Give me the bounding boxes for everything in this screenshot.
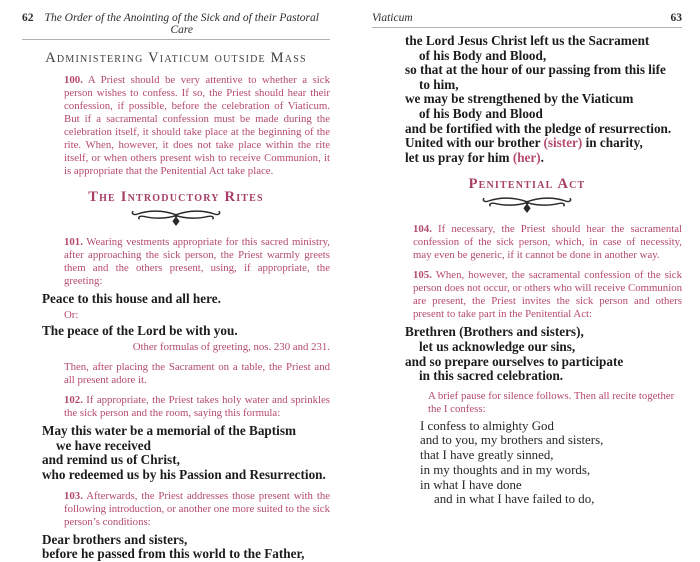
address-line: Dear brothers and sisters, [42,531,188,547]
heading-introductory-rites: The Introductory Rites [88,189,264,205]
right-page-number: 63 [670,12,682,24]
paragraph-number: 103. [64,489,83,502]
brethren-line: Brethren (Brothers and sisters), [405,324,584,340]
rubric-text: Afterwards, the Priest addresses those present with the following introduction, or another one more suited to the sick person’s conditions: [64,489,331,528]
rubric-paragraph-105 [413,269,682,321]
left-running-head [22,12,330,40]
alternative-text: (her) [512,149,541,165]
rubric-paragraph-103 [64,490,330,529]
paragraph-number: 102. [64,394,83,407]
greeting-line-2: The peace of the Lord be with you. [42,322,238,338]
paragraph-number: 101. [64,236,83,248]
alternative-text: (sister) [543,135,583,151]
paragraph-number: 105. [413,269,432,282]
address-line: before he passed from this world to the Father, [42,546,305,562]
brethren-line: and so prepare ourselves to participate [405,353,624,369]
prayer-line: so that at the hour of our passing from this life [405,62,666,78]
viaticum-prayer-block [372,34,682,165]
prayer-line: the Lord Jesus Christ left us the Sacrament [405,33,650,48]
left-page [22,12,330,562]
confiteor-line: that I have greatly sinned, [420,448,554,463]
left-running-title: The Order of the Anointing of the Sick and of their Pastoral Care [44,12,319,36]
greeting-line-1: Peace to this house and all here. [42,291,221,306]
left-page-number: 62 [22,12,34,24]
right-page [372,12,682,507]
paragraph-number: 100. [64,74,83,86]
confiteor-line: and in what I have failed to do, [434,492,595,507]
heading-penitential-act: Penitential Act [468,176,586,193]
rubric-paragraph-100 [64,74,330,178]
flourish-ornament [22,207,330,229]
prayer-line: to him, [419,76,459,92]
confiteor-line: I confess to almighty God [420,418,554,433]
right-running-title: Viaticum [372,12,413,24]
brethren-block [372,325,682,383]
rubric-text: If necessary, the Priest should hear the sacramental confession of the sick person, which, in case of necessity, may even be generic, if it cannot be done in another way. [413,223,683,262]
rubric-place-sacrament: Then, after placing the Sacrament on a table, the Priest and all present adore it. [64,361,330,387]
rubric-text: A Priest should be very attentive to whether a sick person wishes to confess. If so, the Priest should hear their confession, if possible, before the celebration of Viaticum. But if a sacramental confession must be made during the celebration itself, it should take place at the beginning of the rite. When, however, it does not take place within the rite itself, or when others present wish to receive Communion, it is appropriate that the Penitential Act take place. [64,74,330,177]
brethren-line: let us acknowledge our sins, [419,338,576,354]
confiteor-block [372,419,682,507]
prayer-line-pray: let us pray for him (her). [405,149,544,165]
right-running-head [372,12,682,28]
water-formula-block [22,424,330,482]
address-block [22,533,330,562]
confiteor-line: in what I have done [420,477,522,492]
prayer-line-united: United with our brother (sister) in charity, [405,135,643,151]
brethren-line: in this sacred celebration. [419,368,564,384]
flourish-ornament [372,194,682,216]
rubric-text: If appropriate, the Priest takes holy water and sprinkles the sick person and the room, saying this formula: [64,394,331,420]
prayer-line: and be fortified with the pledge of resurrection. [405,120,672,136]
prayer-line: we may be strengthened by the Viaticum [405,91,634,107]
section-heading-administering-viaticum: Administering Viaticum outside Mass [45,50,307,66]
water-line: who redeemed us by his Passion and Resurrection. [42,466,326,482]
prayer-line: of his Body and Blood [419,105,543,121]
prayer-line: of his Body and Blood, [419,47,547,63]
confiteor-line: and to you, my brothers and sisters, [420,433,604,448]
water-line: we have received [56,437,151,453]
rubric-other-formulas: Other formulas of greeting, nos. 230 and 231. [132,341,330,354]
rubric-paragraph-104 [413,223,682,262]
or-label: Or: [64,308,79,321]
rubric-pause-silence: A brief pause for silence follows. Then all recite together the I confess: [428,389,675,415]
confiteor-line: in my thoughts and in my words, [420,462,591,477]
rubric-text: When, however, the sacramental confession of the sick person does not occur, or others who will receive Communion are present, the Priest invites the sick person and others present to take part in the Penitential Act: [413,269,682,321]
paragraph-number: 104. [413,223,432,236]
water-line: May this water be a memorial of the Baptism [42,423,296,439]
rubric-paragraph-102 [64,394,330,420]
rubric-text: Wearing vestments appropriate for this sacred ministry, after approaching the sick person, the Priest warmly greets them and the others present, using, if appropriate, the greeting: [64,236,330,287]
rubric-paragraph-101 [64,236,330,288]
water-line: and remind us of Christ, [42,452,180,468]
